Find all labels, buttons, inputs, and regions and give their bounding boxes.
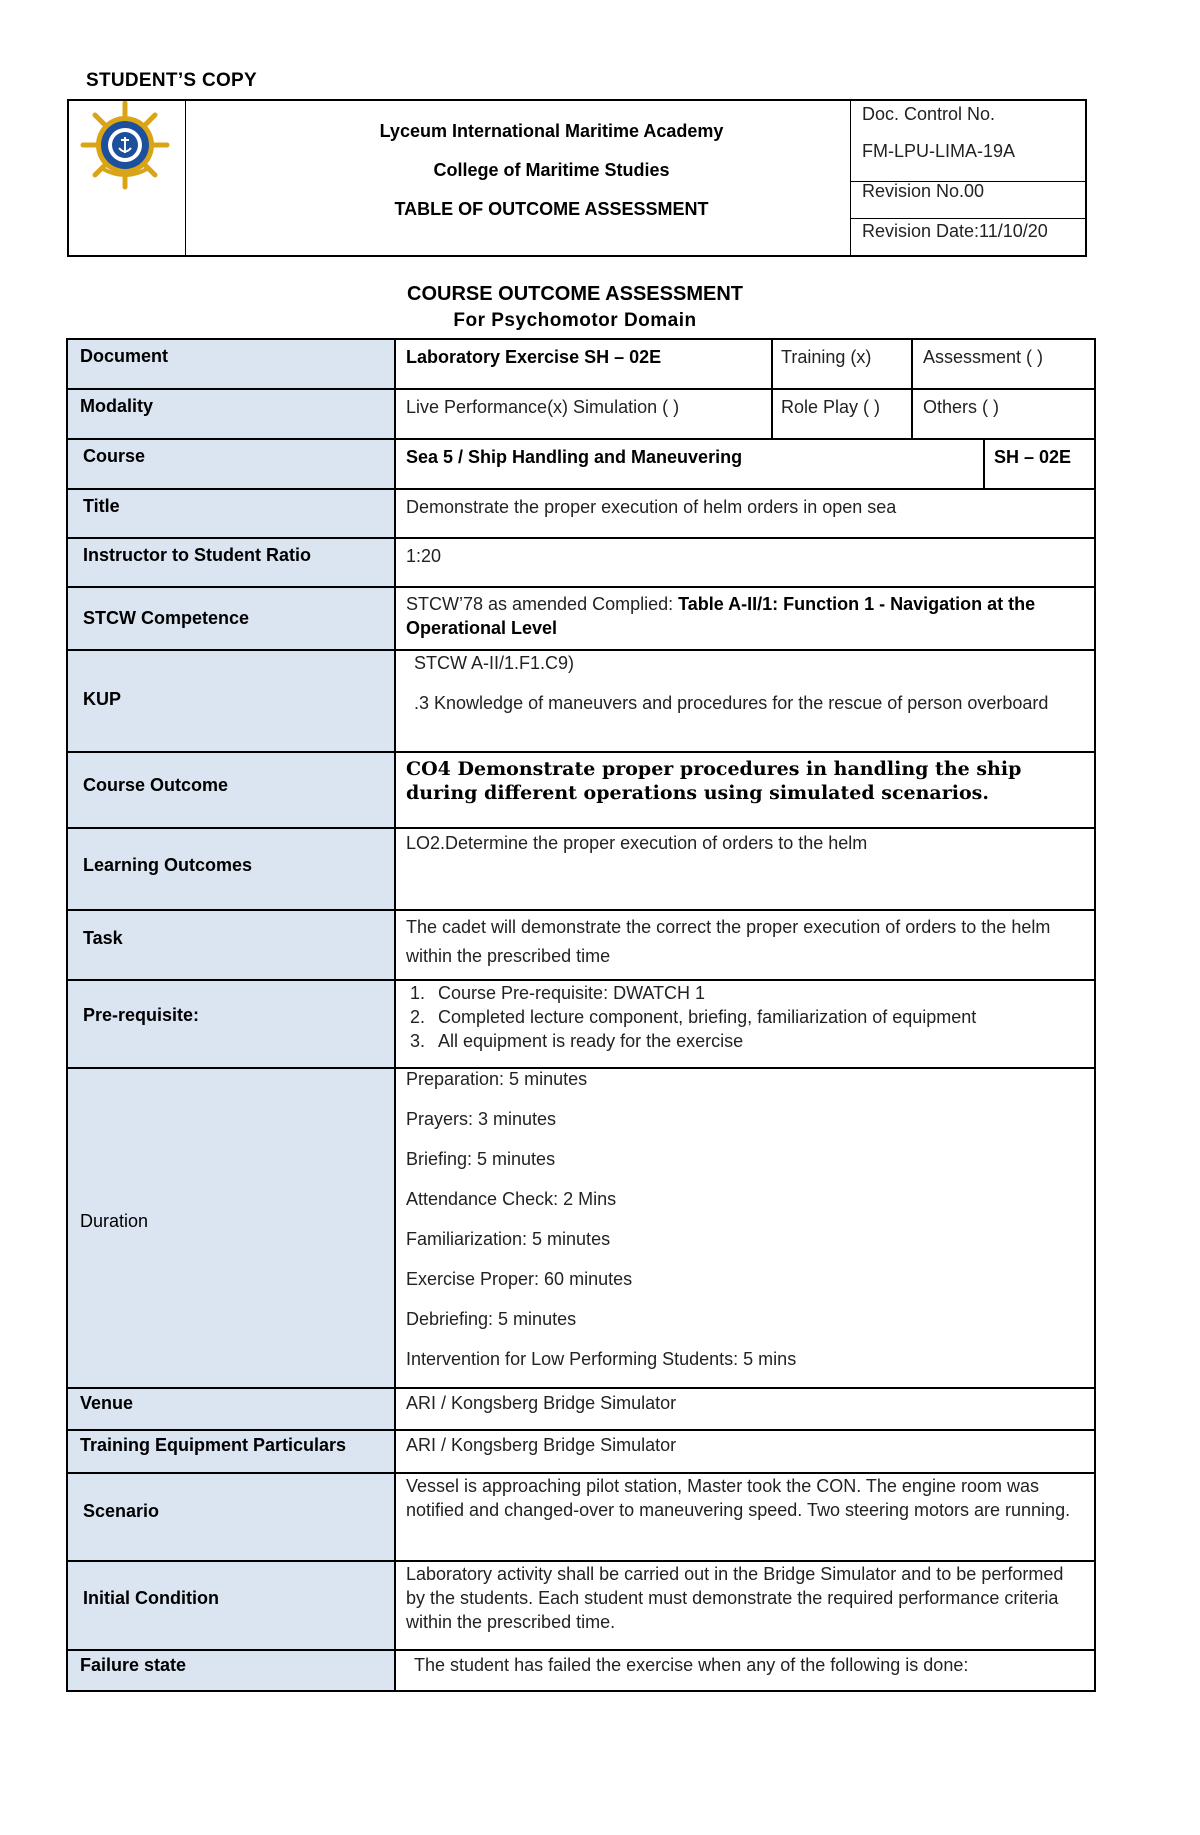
row-course (66, 438, 1096, 488)
doc-title: TABLE OF OUTCOME ASSESSMENT (394, 199, 709, 219)
value-failure-state: The student has failed the exercise when any of the following is done: (414, 1655, 969, 1675)
revision-date: Revision Date:11/10/20 (862, 221, 1048, 241)
kup-reference: STCW A-II/1.F1.C9) (414, 653, 575, 673)
document-header (67, 99, 1087, 257)
copy-label: STUDENT’S COPY (86, 70, 257, 91)
duration-item: Briefing: 5 minutes (406, 1149, 556, 1169)
prerequisite-item: 1. Course Pre-requisite: DWATCH 1 (430, 981, 1082, 1005)
revision-no: Revision No.00 (862, 181, 985, 201)
row-venue (66, 1387, 1096, 1429)
value-title: Demonstrate the proper execution of helm orders in open sea (406, 497, 897, 517)
stcw-prefix: STCW’78 as amended Complied: (406, 594, 679, 614)
assessment-option: Assessment ( ) (923, 347, 1044, 367)
logo-cell (69, 101, 186, 255)
label-stcw: STCW Competence (83, 608, 250, 628)
label-title: Title (83, 496, 120, 516)
doc-control-label: Doc. Control No. (862, 104, 996, 124)
course-code: SH – 02E (994, 447, 1072, 467)
row-task (66, 909, 1096, 979)
organization-cell (186, 101, 917, 255)
doc-control-no: FM-LPU-LIMA-19A (862, 141, 1016, 161)
label-failure-state: Failure state (80, 1655, 187, 1675)
duration-item: Preparation: 5 minutes (406, 1069, 588, 1089)
value-venue: ARI / Kongsberg Bridge Simulator (406, 1393, 677, 1413)
duration-item: Familiarization: 5 minutes (406, 1229, 611, 1249)
label-ratio: Instructor to Student Ratio (83, 545, 311, 565)
label-course: Course (83, 446, 146, 466)
label-course-outcome: Course Outcome (83, 775, 229, 795)
value-scenario: Vessel is approaching pilot station, Master took the CON. The engine room was notified and changed-over to maneuvering speed. Two steering motors are running. (406, 1476, 1071, 1520)
duration-item: Intervention for Low Performing Students: 5 mins (406, 1349, 797, 1369)
row-kup (66, 649, 1096, 751)
label-duration: Duration (80, 1211, 149, 1231)
role-play-option: Role Play ( ) (781, 397, 881, 417)
row-duration (66, 1067, 1096, 1387)
value-initial-condition: Laboratory activity shall be carried out in the Bridge Simulator and to be performed by the students. Each student must demonstrate the required performance criteria within the prescribed time. (406, 1564, 1064, 1632)
org-name: Lyceum International Maritime Academy (379, 121, 724, 141)
row-stcw-competence (66, 586, 1096, 649)
value-stcw: Table A-II/1: Function 1 - Navigation at the Operational Level (406, 594, 1036, 638)
row-prerequisite (66, 979, 1096, 1067)
label-scenario: Scenario (83, 1501, 160, 1521)
outcome-assessment-table (66, 338, 1096, 1700)
label-learning-outcomes: Learning Outcomes (83, 855, 253, 875)
duration-list (396, 1069, 1096, 1387)
label-initial-condition: Initial Condition (83, 1588, 219, 1608)
value-learning-outcomes: LO2.Determine the proper execution of orders to the helm (406, 833, 868, 853)
row-title (66, 488, 1096, 537)
row-failure-state (66, 1649, 1096, 1692)
row-document (66, 338, 1096, 388)
label-modality: Modality (80, 396, 154, 416)
duration-item: Debriefing: 5 minutes (406, 1309, 577, 1329)
row-learning-outcomes (66, 827, 1096, 909)
duration-item: Prayers: 3 minutes (406, 1109, 557, 1129)
prerequisite-item: 2. Completed lecture component, briefing, familiarization of equipment (430, 1005, 1082, 1029)
value-document: Laboratory Exercise SH – 02E (406, 347, 662, 367)
row-initial-condition (66, 1560, 1096, 1649)
value-task: The cadet will demonstrate the correct the proper execution of orders to the helm within the prescribed time (406, 917, 1051, 966)
training-option: Training (x) (781, 347, 872, 367)
value-kup: .3 Knowledge of maneuvers and procedures for the rescue of person overboard (414, 693, 1049, 713)
assessment-subtitle: For Psychomotor Domain (453, 310, 697, 331)
college-name: College of Maritime Studies (433, 160, 670, 180)
row-scenario (66, 1472, 1096, 1560)
document-control-cell (850, 101, 1085, 255)
others-option: Others ( ) (923, 397, 1000, 417)
row-course-outcome (66, 751, 1096, 827)
value-ratio: 1:20 (406, 546, 442, 566)
prerequisite-item: 3. All equipment is ready for the exercise (430, 1029, 1082, 1053)
value-modality: Live Performance(x) Simulation ( ) (406, 397, 680, 417)
assessment-title: COURSE OUTCOME ASSESSMENT (407, 283, 743, 305)
label-venue: Venue (80, 1393, 134, 1413)
label-task: Task (83, 928, 123, 948)
duration-item: Exercise Proper: 60 minutes (406, 1269, 633, 1289)
academy-seal-icon (69, 101, 186, 255)
duration-item: Attendance Check: 2 Mins (406, 1189, 617, 1209)
value-equipment: ARI / Kongsberg Bridge Simulator (406, 1435, 677, 1455)
label-prerequisite: Pre-requisite: (83, 1005, 200, 1025)
value-course: Sea 5 / Ship Handling and Maneuvering (406, 447, 743, 467)
label-document: Document (80, 346, 169, 366)
label-kup: KUP (83, 689, 122, 709)
row-modality (66, 388, 1096, 438)
row-ratio (66, 537, 1096, 586)
label-equipment: Training Equipment Particulars (80, 1435, 347, 1455)
prerequisite-list (396, 981, 1082, 1053)
value-course-outcome: CO4 Demonstrate proper procedures in handling the ship during different operations using simulated scenarios. (406, 758, 1022, 804)
row-training-equipment (66, 1429, 1096, 1472)
